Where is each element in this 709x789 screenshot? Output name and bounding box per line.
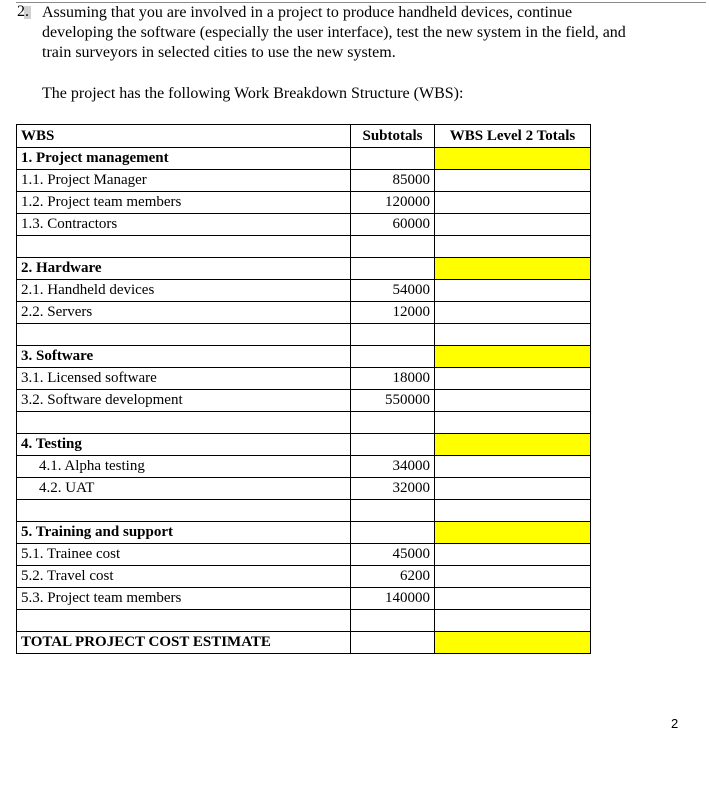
item-row — [17, 192, 591, 214]
section-row — [17, 522, 591, 544]
level2-cell — [435, 544, 591, 566]
subtotal-cell — [351, 434, 435, 456]
item-label: 3.2. Software development — [17, 390, 351, 412]
subtotal-cell — [351, 346, 435, 368]
item-label: 3.1. Licensed software — [17, 368, 351, 390]
question-number: 2. — [17, 3, 29, 20]
level2-cell — [435, 456, 591, 478]
level2-cell — [435, 302, 591, 324]
wbs-intro-text: The project has the following Work Breakdown Structure (WBS): — [42, 85, 464, 102]
section-row — [17, 346, 591, 368]
spacer-row — [17, 500, 591, 522]
item-value: 85000 — [351, 170, 435, 192]
item-row — [17, 478, 591, 500]
question-text — [42, 3, 680, 63]
item-value: 550000 — [351, 390, 435, 412]
level2-cell — [435, 214, 591, 236]
level2-total-cell[interactable] — [435, 148, 591, 170]
level2-total-cell[interactable] — [435, 434, 591, 456]
item-row — [17, 544, 591, 566]
item-row — [17, 566, 591, 588]
level2-cell — [435, 588, 591, 610]
item-value: 140000 — [351, 588, 435, 610]
item-row — [17, 214, 591, 236]
level2-total-cell[interactable] — [435, 522, 591, 544]
header-subtotals: Subtotals — [351, 125, 435, 148]
level2-cell — [435, 192, 591, 214]
item-label: 1.3. Contractors — [17, 214, 351, 236]
item-label: 5.2. Travel cost — [17, 566, 351, 588]
level2-cell — [435, 280, 591, 302]
item-row — [17, 390, 591, 412]
section-row — [17, 258, 591, 280]
question-line-1: Assuming that you are involved in a project to produce handheld devices, continue — [42, 4, 573, 21]
item-value: 54000 — [351, 280, 435, 302]
total-label: TOTAL PROJECT COST ESTIMATE — [17, 632, 351, 654]
header-level2-totals: WBS Level 2 Totals — [435, 125, 591, 148]
item-label: 1.2. Project team members — [17, 192, 351, 214]
subtotal-cell — [351, 148, 435, 170]
question-line-3: train surveyors in selected cities to use the new system. — [42, 44, 396, 61]
spacer-row — [17, 236, 591, 258]
level2-cell — [435, 170, 591, 192]
item-label: 5.1. Trainee cost — [17, 544, 351, 566]
level2-cell — [435, 368, 591, 390]
total-row — [17, 632, 591, 654]
item-row — [17, 302, 591, 324]
item-row — [17, 368, 591, 390]
section-title: 1. Project management — [17, 148, 351, 170]
item-row — [17, 456, 591, 478]
item-value: 60000 — [351, 214, 435, 236]
level2-cell — [435, 478, 591, 500]
section-row — [17, 148, 591, 170]
section-title: 5. Training and support — [17, 522, 351, 544]
item-label: 2.1. Handheld devices — [17, 280, 351, 302]
item-row — [17, 588, 591, 610]
item-label: 2.2. Servers — [17, 302, 351, 324]
total-subtotal-cell — [351, 632, 435, 654]
level2-cell — [435, 390, 591, 412]
wbs-table — [16, 124, 591, 654]
level2-total-cell[interactable] — [435, 346, 591, 368]
total-cost-cell[interactable] — [435, 632, 591, 654]
subtotal-cell — [351, 258, 435, 280]
item-value: 32000 — [351, 478, 435, 500]
level2-total-cell[interactable] — [435, 258, 591, 280]
item-label: 1.1. Project Manager — [17, 170, 351, 192]
section-title: 3. Software — [17, 346, 351, 368]
subtotal-cell — [351, 522, 435, 544]
spacer-row — [17, 610, 591, 632]
item-row — [17, 280, 591, 302]
header-wbs: WBS — [17, 125, 351, 148]
item-label: 4.1. Alpha testing — [17, 456, 351, 478]
level2-cell — [435, 566, 591, 588]
wbs-header-row — [17, 125, 591, 148]
question-line-2: developing the software (especially the user interface), test the new system in the field, and — [42, 24, 626, 41]
item-value: 34000 — [351, 456, 435, 478]
item-value: 120000 — [351, 192, 435, 214]
section-title: 4. Testing — [17, 434, 351, 456]
item-value: 12000 — [351, 302, 435, 324]
page-number: 2 — [671, 716, 679, 731]
item-value: 6200 — [351, 566, 435, 588]
item-value: 18000 — [351, 368, 435, 390]
item-label: 4.2. UAT — [17, 478, 351, 500]
spacer-row — [17, 324, 591, 346]
spacer-row — [17, 412, 591, 434]
item-value: 45000 — [351, 544, 435, 566]
item-row — [17, 170, 591, 192]
item-label: 5.3. Project team members — [17, 588, 351, 610]
section-row — [17, 434, 591, 456]
section-title: 2. Hardware — [17, 258, 351, 280]
